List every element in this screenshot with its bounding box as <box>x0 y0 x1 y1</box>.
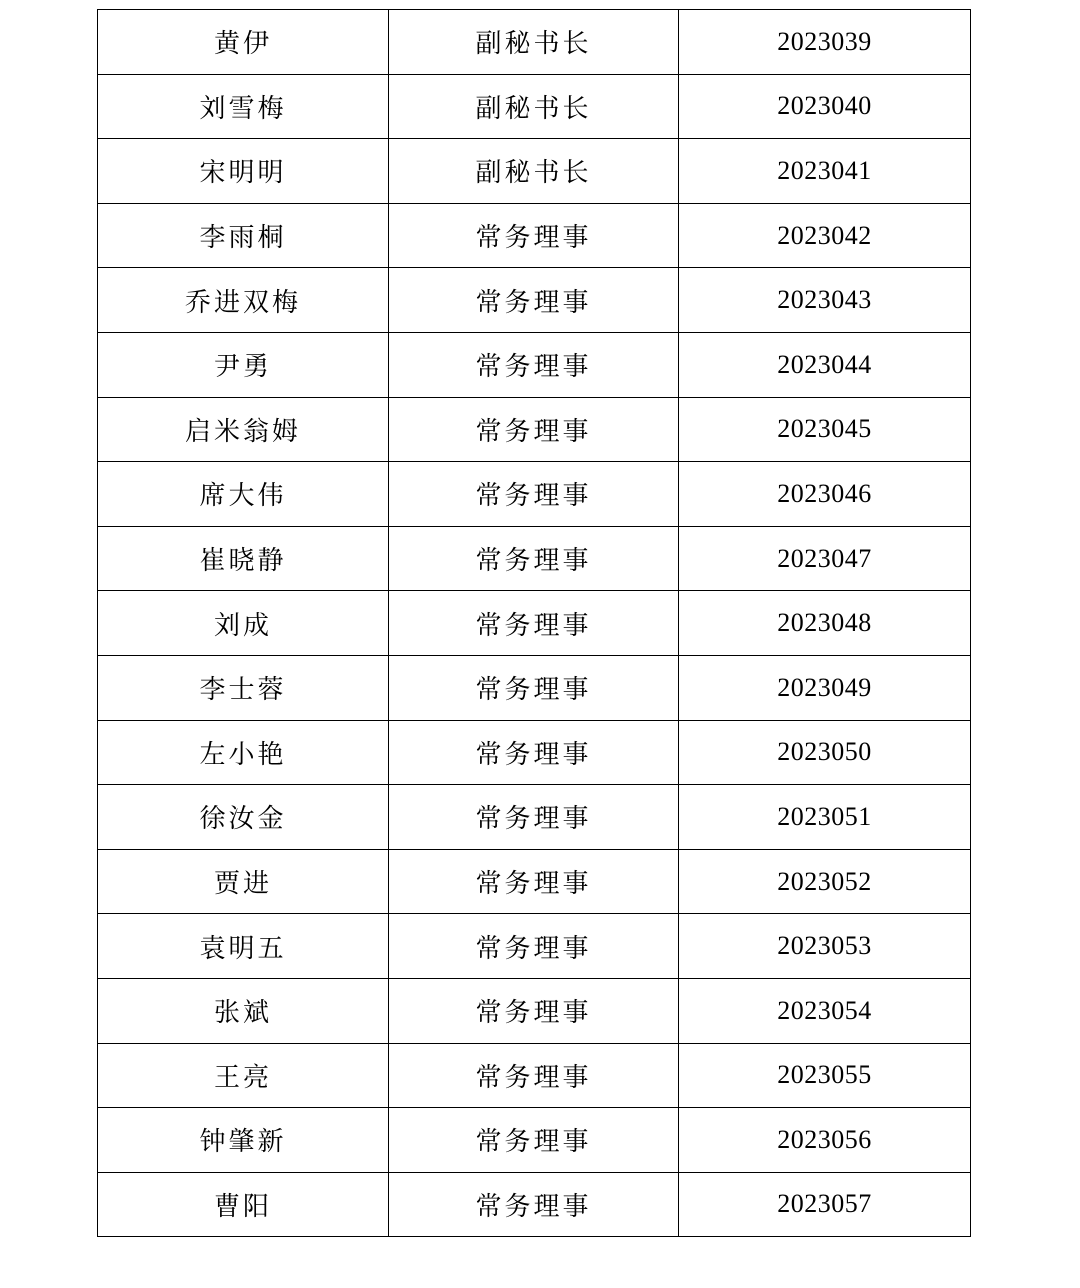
member-position: 常务理事 <box>389 720 679 785</box>
table-row <box>98 720 971 785</box>
member-name: 贾进 <box>98 849 389 914</box>
table-row <box>98 462 971 527</box>
member-number: 2023054 <box>679 978 971 1043</box>
member-name: 刘成 <box>98 591 389 656</box>
member-name: 启米翁姆 <box>98 397 389 462</box>
table-row <box>98 785 971 850</box>
member-name: 李雨桐 <box>98 203 389 268</box>
member-name: 王亮 <box>98 1043 389 1108</box>
table-row <box>98 10 971 75</box>
table-row <box>98 1043 971 1108</box>
member-position: 常务理事 <box>389 785 679 850</box>
member-name: 徐汝金 <box>98 785 389 850</box>
table-row <box>98 526 971 591</box>
member-name: 左小艳 <box>98 720 389 785</box>
table-row <box>98 332 971 397</box>
member-number: 2023055 <box>679 1043 971 1108</box>
member-name: 席大伟 <box>98 462 389 527</box>
member-name: 钟肇新 <box>98 1108 389 1173</box>
member-name: 袁明五 <box>98 914 389 979</box>
member-number: 2023057 <box>679 1172 971 1237</box>
member-position: 常务理事 <box>389 1043 679 1108</box>
member-name: 刘雪梅 <box>98 74 389 139</box>
member-number: 2023047 <box>679 526 971 591</box>
member-position: 常务理事 <box>389 849 679 914</box>
member-number: 2023044 <box>679 332 971 397</box>
member-number: 2023052 <box>679 849 971 914</box>
member-position: 常务理事 <box>389 203 679 268</box>
member-number: 2023053 <box>679 914 971 979</box>
member-name: 曹阳 <box>98 1172 389 1237</box>
table-row <box>98 914 971 979</box>
member-number: 2023050 <box>679 720 971 785</box>
member-number: 2023049 <box>679 655 971 720</box>
table-row <box>98 203 971 268</box>
table-row <box>98 1172 971 1237</box>
member-name: 宋明明 <box>98 139 389 204</box>
table-row <box>98 268 971 333</box>
member-position: 副秘书长 <box>389 139 679 204</box>
member-number: 2023039 <box>679 10 971 75</box>
member-position: 常务理事 <box>389 526 679 591</box>
member-number: 2023045 <box>679 397 971 462</box>
member-name: 尹勇 <box>98 332 389 397</box>
member-position: 常务理事 <box>389 914 679 979</box>
member-table <box>97 9 971 1237</box>
member-position: 常务理事 <box>389 1108 679 1173</box>
member-position: 常务理事 <box>389 397 679 462</box>
member-position: 常务理事 <box>389 978 679 1043</box>
member-number: 2023040 <box>679 74 971 139</box>
member-position: 常务理事 <box>389 1172 679 1237</box>
member-position: 常务理事 <box>389 655 679 720</box>
member-number: 2023051 <box>679 785 971 850</box>
member-number: 2023056 <box>679 1108 971 1173</box>
table-row <box>98 74 971 139</box>
member-position: 常务理事 <box>389 591 679 656</box>
member-number: 2023048 <box>679 591 971 656</box>
member-name: 黄伊 <box>98 10 389 75</box>
member-table-body <box>98 10 971 1237</box>
member-name: 乔进双梅 <box>98 268 389 333</box>
member-name: 张斌 <box>98 978 389 1043</box>
table-row <box>98 397 971 462</box>
member-number: 2023043 <box>679 268 971 333</box>
member-name: 李士蓉 <box>98 655 389 720</box>
member-position: 常务理事 <box>389 268 679 333</box>
member-position: 副秘书长 <box>389 10 679 75</box>
table-row <box>98 591 971 656</box>
table-row <box>98 1108 971 1173</box>
table-row <box>98 655 971 720</box>
table-row <box>98 849 971 914</box>
member-number: 2023042 <box>679 203 971 268</box>
member-position: 副秘书长 <box>389 74 679 139</box>
table-row <box>98 139 971 204</box>
member-name: 崔晓静 <box>98 526 389 591</box>
table-row <box>98 978 971 1043</box>
member-position: 常务理事 <box>389 332 679 397</box>
member-position: 常务理事 <box>389 462 679 527</box>
member-number: 2023041 <box>679 139 971 204</box>
member-number: 2023046 <box>679 462 971 527</box>
